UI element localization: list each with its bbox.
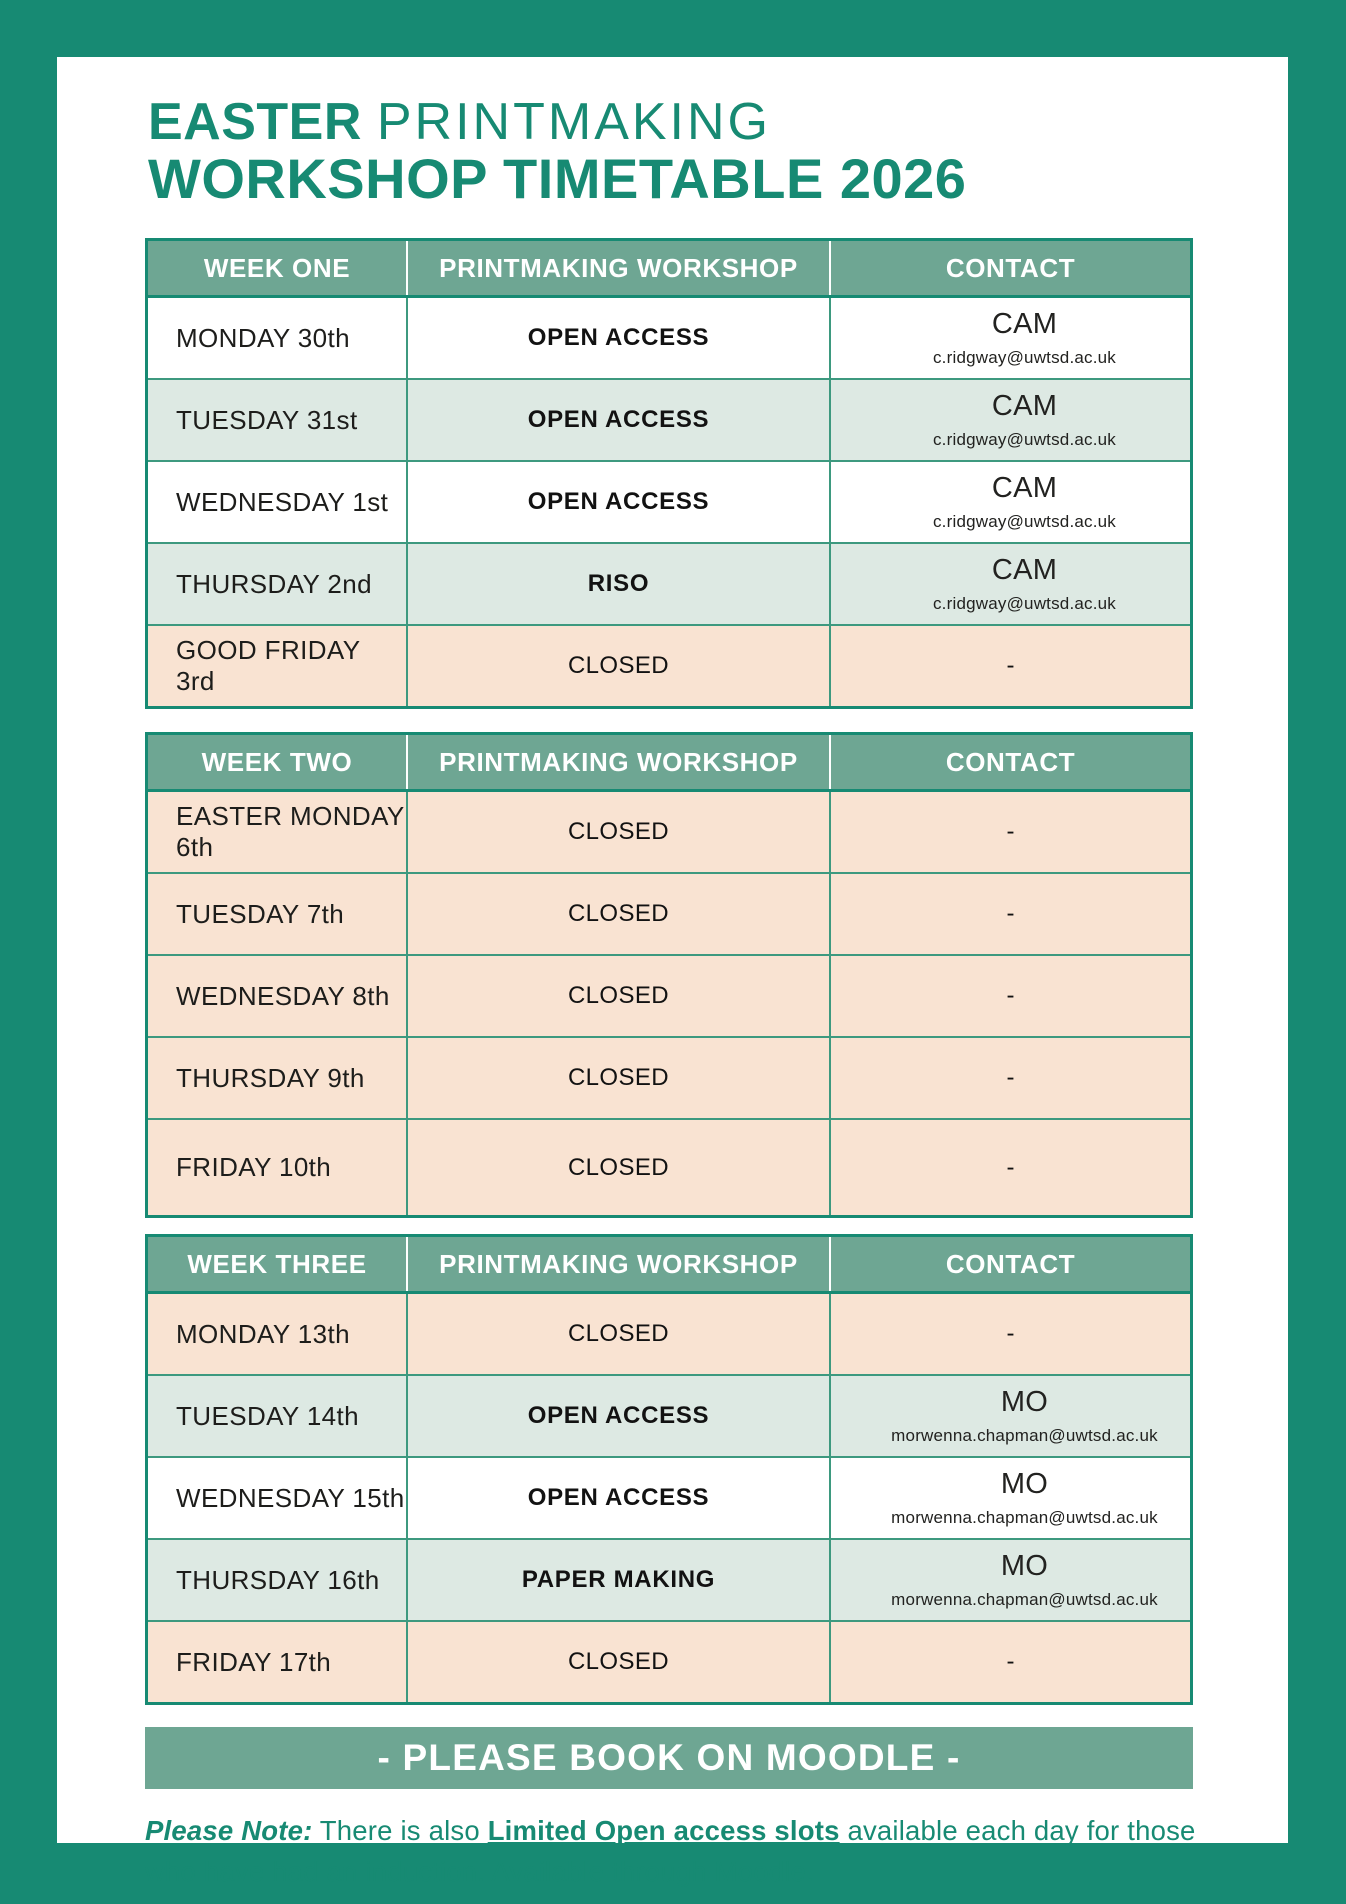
table-row: [148, 1620, 1190, 1702]
day-cell: THURSDAY 9th: [176, 1062, 365, 1093]
contact-email: c.ridgway@uwtsd.ac.uk: [932, 348, 1117, 368]
contact-email: morwenna.chapman@uwtsd.ac.uk: [891, 1590, 1158, 1610]
contact-dash: -: [829, 1294, 1190, 1374]
workshop-cell: CLOSED: [406, 1294, 829, 1374]
workshop-cell: OPEN ACCESS: [406, 1458, 829, 1538]
contact-email: c.ridgway@uwtsd.ac.uk: [932, 430, 1117, 450]
header-week-label: WEEK THREE: [187, 1248, 367, 1279]
header-contact-label: CONTACT: [829, 241, 1190, 295]
note-text-2: available each day for those who have had an induction. Available through Moodle.: [145, 1815, 1196, 1888]
contact-email: c.ridgway@uwtsd.ac.uk: [932, 512, 1117, 532]
note-prefix: Please Note:: [145, 1815, 313, 1847]
contact-email: c.ridgway@uwtsd.ac.uk: [932, 594, 1117, 614]
contact-dash: -: [829, 792, 1190, 872]
table-header-week-one: [148, 241, 1190, 298]
contact-dash: -: [829, 874, 1190, 954]
day-cell: TUESDAY 14th: [176, 1400, 360, 1431]
day-cell: THURSDAY 2nd: [176, 568, 373, 599]
workshop-cell: RISO: [406, 544, 829, 624]
poster-page: [57, 57, 1288, 1888]
contact-name: MO: [1000, 1468, 1049, 1501]
contact-dash: -: [829, 1120, 1190, 1215]
header-contact-label: CONTACT: [829, 735, 1190, 789]
workshop-cell: CLOSED: [406, 874, 829, 954]
contact-cell: [829, 1540, 1190, 1620]
workshop-cell: OPEN ACCESS: [406, 298, 829, 378]
contact-cell: [829, 1458, 1190, 1538]
day-cell: THURSDAY 16th: [176, 1564, 380, 1595]
table-row: [148, 1036, 1190, 1118]
table-row: [148, 792, 1190, 872]
contact-name: CAM: [991, 472, 1058, 505]
note-underlined-text: Limited Open access slots: [487, 1815, 840, 1847]
workshop-cell: OPEN ACCESS: [406, 380, 829, 460]
timetable-section: [145, 238, 1193, 1705]
workshop-cell: CLOSED: [406, 1120, 829, 1215]
day-cell: TUESDAY 31st: [176, 404, 358, 435]
title-line-1: [148, 95, 1288, 149]
table-header-week-three: [148, 1237, 1190, 1294]
table-header-week-two: [148, 735, 1190, 792]
table-row: [148, 1374, 1190, 1456]
contact-name: MO: [1000, 1386, 1049, 1419]
contact-name: CAM: [991, 554, 1058, 587]
header-workshop-label: PRINTMAKING WORKSHOP: [406, 241, 829, 295]
contact-name: MO: [1000, 1550, 1049, 1583]
table-row: [148, 298, 1190, 378]
workshop-cell: CLOSED: [406, 956, 829, 1036]
workshop-cell: CLOSED: [406, 1622, 829, 1702]
week-table-week-three: [145, 1234, 1193, 1705]
contact-cell: [829, 298, 1190, 378]
header-contact-label: CONTACT: [829, 1237, 1190, 1291]
header-week-label: WEEK ONE: [203, 252, 351, 283]
week-table-week-one: [145, 238, 1193, 709]
week-table-week-two: [145, 732, 1193, 1218]
title-easter: EASTER: [148, 93, 362, 151]
contact-dash: -: [829, 1622, 1190, 1702]
footer-note: [145, 1811, 1200, 1892]
table-row: [148, 954, 1190, 1036]
day-cell: WEDNESDAY 15th: [176, 1482, 405, 1513]
table-row: [148, 624, 1190, 706]
header-workshop-label: PRINTMAKING WORKSHOP: [406, 1237, 829, 1291]
title-line-2: WORKSHOP TIMETABLE 2026: [148, 147, 967, 211]
table-row: [148, 1118, 1190, 1215]
day-cell: FRIDAY 17th: [176, 1646, 332, 1677]
contact-cell: [829, 1376, 1190, 1456]
day-cell: FRIDAY 10th: [176, 1152, 332, 1183]
table-row: [148, 1538, 1190, 1620]
workshop-cell: CLOSED: [406, 792, 829, 872]
moodle-banner-label: - PLEASE BOOK ON MOODLE -: [377, 1737, 961, 1779]
table-row: [148, 1456, 1190, 1538]
day-cell: WEDNESDAY 1st: [176, 486, 389, 517]
table-row: [148, 542, 1190, 624]
day-cell: MONDAY 13th: [176, 1318, 350, 1349]
contact-name: CAM: [991, 390, 1058, 423]
workshop-cell: OPEN ACCESS: [406, 1376, 829, 1456]
contact-email: morwenna.chapman@uwtsd.ac.uk: [891, 1426, 1158, 1446]
day-cell: MONDAY 30th: [176, 322, 350, 353]
contact-dash: -: [829, 956, 1190, 1036]
contact-cell: [829, 380, 1190, 460]
day-cell: EASTER MONDAY 6th: [176, 801, 405, 863]
contact-dash: -: [829, 1038, 1190, 1118]
contact-cell: [829, 462, 1190, 542]
day-cell: TUESDAY 7th: [176, 898, 345, 929]
note-text-1: There is also: [312, 1815, 488, 1847]
table-row: [148, 1294, 1190, 1374]
contact-dash: -: [829, 626, 1190, 706]
header-workshop-label: PRINTMAKING WORKSHOP: [406, 735, 829, 789]
workshop-cell: PAPER MAKING: [406, 1540, 829, 1620]
moodle-banner: [145, 1727, 1193, 1789]
header-week-label: WEEK TWO: [201, 746, 353, 777]
day-cell: WEDNESDAY 8th: [176, 980, 390, 1011]
day-cell: GOOD FRIDAY 3rd: [176, 635, 361, 697]
contact-name: CAM: [991, 308, 1058, 341]
contact-email: morwenna.chapman@uwtsd.ac.uk: [891, 1508, 1158, 1528]
title-printmaking: PRINTMAKING: [376, 93, 772, 151]
workshop-cell: CLOSED: [406, 626, 829, 706]
workshop-cell: OPEN ACCESS: [406, 462, 829, 542]
table-row: [148, 872, 1190, 954]
table-row: [148, 378, 1190, 460]
table-row: [148, 460, 1190, 542]
contact-cell: [829, 544, 1190, 624]
workshop-cell: CLOSED: [406, 1038, 829, 1118]
page-title: [148, 93, 1288, 211]
